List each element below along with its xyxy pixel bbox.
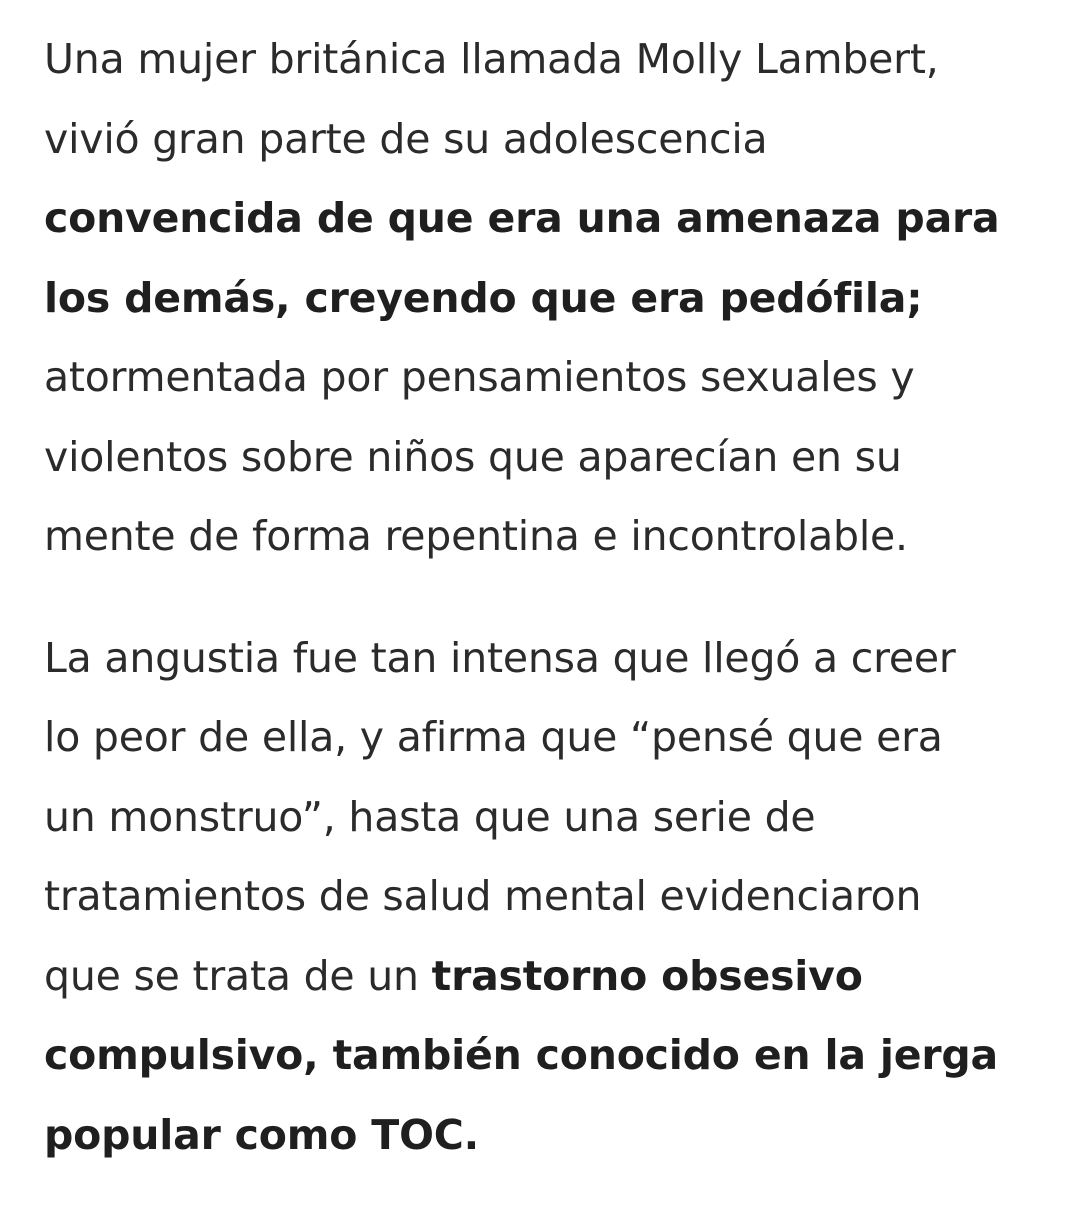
text-run: mente de forma repentina e incontrolable. — [44, 512, 908, 560]
bold-text-run: convencida de que era una amenaza para — [44, 194, 1000, 242]
bold-text-run: compulsivo, también conocido en la jerga — [44, 1031, 998, 1079]
text-line — [44, 20, 1044, 100]
text-run: lo peor de ella, y afirma que “pensé que era — [44, 713, 943, 761]
text-line — [44, 1096, 1044, 1176]
text-line — [44, 619, 1044, 699]
text-line — [44, 179, 1044, 259]
text-line — [44, 937, 1044, 1017]
text-line — [44, 857, 1044, 937]
text-line — [44, 497, 1044, 577]
text-line — [44, 259, 1044, 339]
text-run: atormentada por pensamientos sexuales y — [44, 353, 915, 401]
paragraph-2 — [44, 619, 1044, 1176]
text-line — [44, 1016, 1044, 1096]
text-line — [44, 698, 1044, 778]
paragraph-1 — [44, 20, 1044, 577]
article-body — [44, 20, 1044, 1175]
text-run: tratamientos de salud mental evidenciaron — [44, 872, 922, 920]
text-run: vivió gran parte de su adolescencia — [44, 114, 768, 163]
bold-text-run: los demás, creyendo que era pedófila; — [44, 273, 923, 322]
text-run: Una mujer británica llamada Molly Lambert, — [44, 35, 939, 83]
text-line — [44, 338, 1044, 418]
text-run: un monstruo”, hasta que una serie de — [44, 792, 816, 841]
text-line — [44, 418, 1044, 498]
text-run: que se trata de un — [44, 951, 432, 1000]
text-line — [44, 100, 1044, 180]
text-run: La angustia fue tan intensa que llegó a creer — [44, 633, 956, 682]
bold-text-run: popular como TOC. — [44, 1110, 479, 1159]
bold-text-run: trastorno obsesivo — [431, 951, 863, 1000]
text-run: violentos sobre niños que aparecían en su — [44, 432, 902, 481]
text-line — [44, 778, 1044, 858]
